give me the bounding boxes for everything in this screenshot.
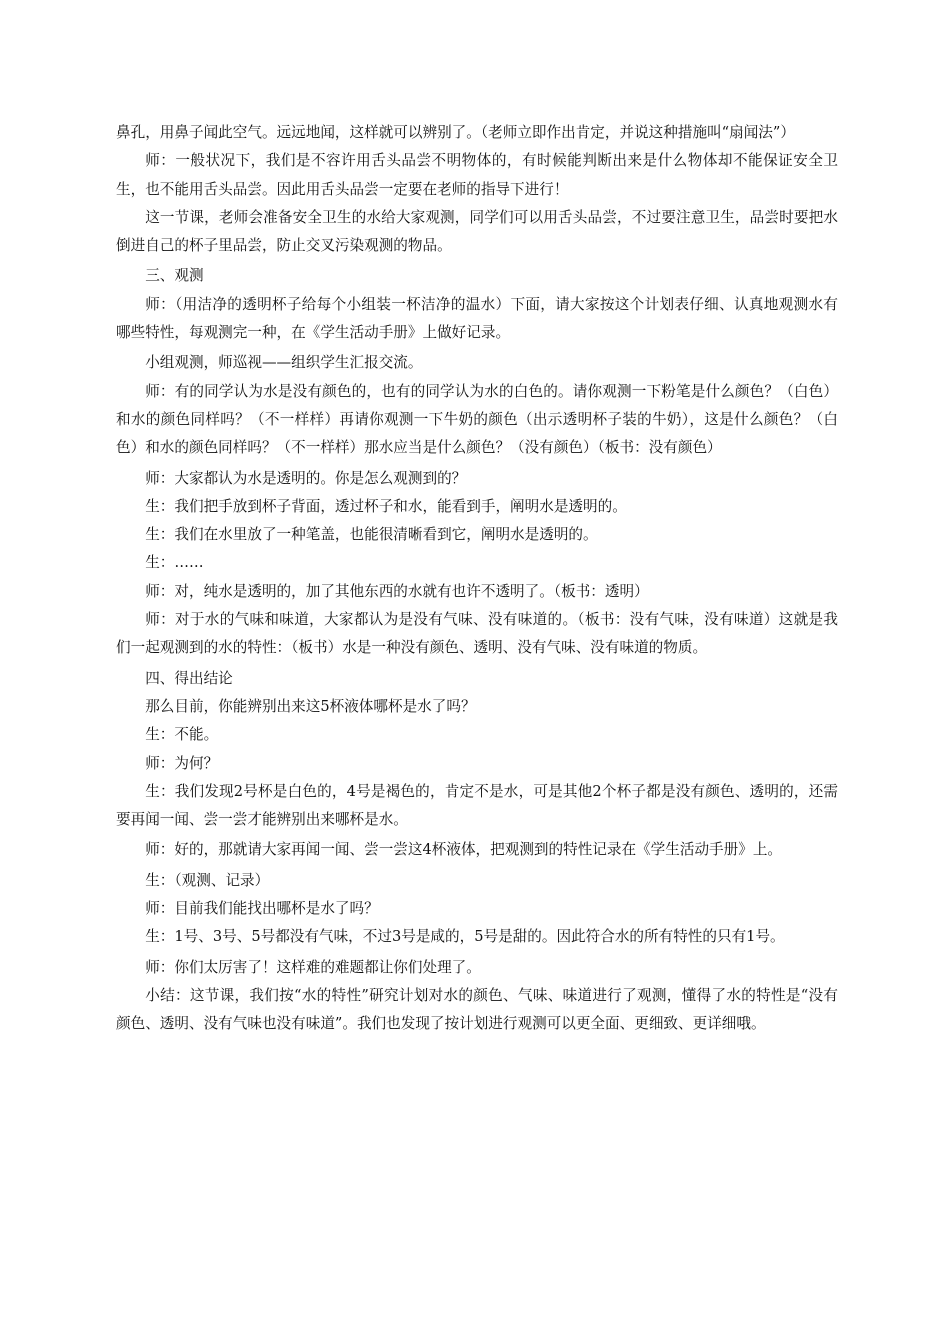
paragraph-student-cannot: 生：不能。 <box>145 726 219 744</box>
paragraph-teacher-praise: 师：你们太厉害了！这样难的难题都让你们处理了。 <box>145 958 481 976</box>
paragraph-fan-smell-method: 鼻孔，用鼻子闻此空气。远远地闻，这样就可以辨别了。（老师立即作出肯定，并说这种措施叫“扇闻法”） <box>116 124 795 141</box>
paragraph-safe-water: 这一节课，老师会准备安全卫生的水给大家观测，同学们可以用舌头品尝，不过要注意卫生，品尝时要把水倒进自己的杯子里品尝，防止交叉污染观测的物品。 <box>116 208 838 255</box>
paragraph-teacher-transparent: 师：对，纯水是透明的，加了其他东西的水就有也许不透明了。（板书：透明） <box>145 582 649 600</box>
section-heading-observation: 三、观测 <box>145 267 204 285</box>
paragraph-teacher-transparency-question: 师：大家都认为水是透明的。你是怎么观测到的？ <box>145 469 467 487</box>
section-heading-conclusion: 四、得出结论 <box>145 669 233 687</box>
paragraph-teacher-tasting-rule: 师：一般状况下，我们是不容许用舌头品尝不明物体的，有时候能判断出来是什么物体却不能保证安全卫生，也不能用舌头品尝。因此用舌头品尝一定要在老师的指导下进行！ <box>116 152 838 198</box>
paragraph-student-cup-one: 生：1号、3号、5号都没有气味，不过3号是咸的，5号是甜的。因此符合水的所有特性的只有1号。 <box>145 928 785 946</box>
paragraph-group-observation: 小组观测，师巡视——组织学生汇报交流。 <box>145 354 423 372</box>
paragraph-student-cup-analysis: 生：我们发现2号杯是白色的，4号是褐色的，肯定不是水，可是其他2个杯子都是没有颜色、透明的，还需要再闻一闻、尝一尝才能辨别出来哪杯是水。 <box>116 782 838 829</box>
paragraph-student-hand-answer: 生：我们把手放到杯子背面，透过杯子和水，能看到手，阐明水是透明的。 <box>145 497 627 515</box>
paragraph-student-pen-cap-answer: 生：我们在水里放了一种笔盖，也能很清晰看到它，阐明水是透明的。 <box>145 526 598 544</box>
paragraph-teacher-find-water: 师：目前我们能找出哪杯是水了吗？ <box>145 900 379 918</box>
paragraph-smell-taste-summary: 师：对于水的气味和味道，大家都认为是没有气味、没有味道的。（板书：没有气味，没有味道）这就是我们一起观测到的水的特性：（板书）水是一种没有颜色、透明、没有气味、没有味道的物质。 <box>116 611 838 657</box>
paragraph-lesson-summary: 小结：这节课，我们按“水的特性”研究计划对水的颜色、气味、味道进行了观测，懂得了水的特性是“没有颜色、透明、没有气味也没有味道”。我们也发现了按计划进行观测可以更全面、更细致、更详细哦。 <box>116 986 838 1033</box>
paragraph-teacher-smell-taste-record: 师：好的，那就请大家再闻一闻、尝一尝这4杯液体，把观测到的特性记录在《学生活动手册》上。 <box>145 841 783 859</box>
paragraph-color-discussion: 师：有的同学认为水是没有颜色的，也有的同学认为水的白色的。请你观测一下粉笔是什么颜色？（白色）和水的颜色同样吗？（不一样样）再请你观测一下牛奶的颜色（出示透明杯子装的牛奶），这是什么颜色？（白色）和水的颜色同样吗？（不一样样）那水应当是什么颜色？（没有颜色）（板书：没有颜色） <box>116 382 838 457</box>
paragraph-teacher-instructions: 师：（用洁净的透明杯子给每个小组装一杯洁净的温水）下面，请大家按这个计划表仔细、认真地观测水有哪些特性，每观测完一种，在《学生活动手册》上做好记录。 <box>116 295 838 342</box>
paragraph-identify-question: 那么目前，你能辨别出来这5杯液体哪杯是水了吗？ <box>145 697 476 715</box>
paragraph-student-observe-record: 生：（观测、记录） <box>145 871 270 889</box>
paragraph-teacher-why: 师：为何？ <box>145 754 219 772</box>
paragraph-student-ellipsis: 生：…… <box>145 554 204 572</box>
